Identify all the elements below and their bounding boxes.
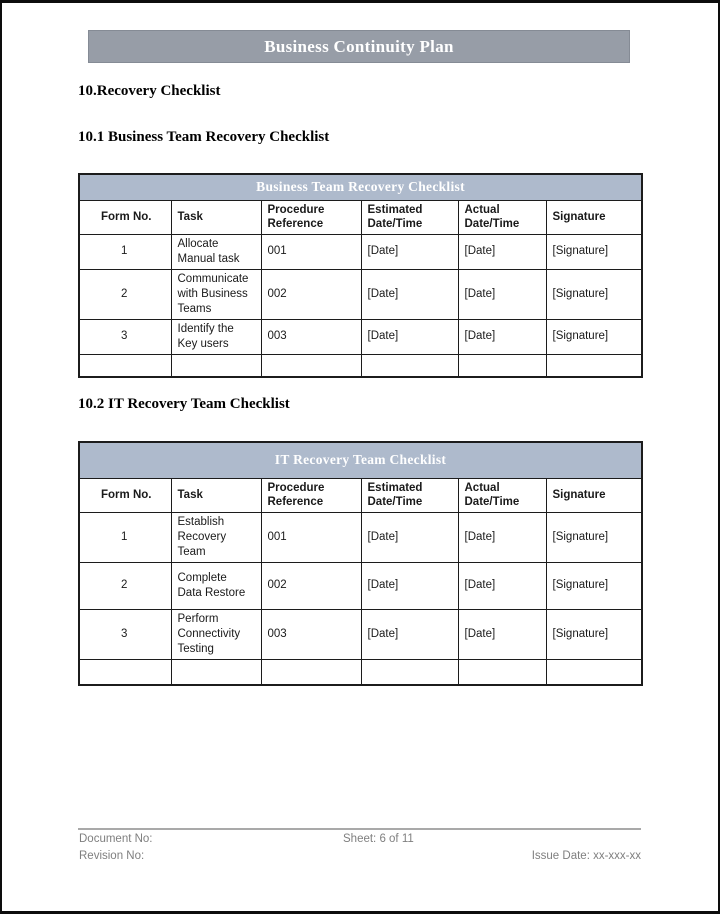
cell-task: Perform Connectivity Testing	[171, 609, 261, 659]
cell-actual-date: [Date]	[458, 512, 546, 562]
cell-signature: [Signature]	[546, 512, 642, 562]
cell-actual-date: [Date]	[458, 562, 546, 609]
column-header-form-no: Form No.	[79, 200, 171, 234]
cell-procedure-reference	[261, 659, 361, 685]
footer-sheet-number: Sheet: 6 of 11	[343, 833, 414, 845]
cell-form-no: 2	[79, 562, 171, 609]
section-heading-recovery-checklist: 10.Recovery Checklist	[78, 83, 221, 99]
cell-signature: [Signature]	[546, 234, 642, 269]
cell-signature	[546, 354, 642, 377]
cell-signature: [Signature]	[546, 562, 642, 609]
column-header-procedure-reference: Procedure Reference	[261, 200, 361, 234]
cell-task	[171, 354, 261, 377]
column-header-task: Task	[171, 200, 261, 234]
cell-procedure-reference: 001	[261, 234, 361, 269]
footer-revision-no: Revision No:	[79, 850, 145, 862]
cell-form-no	[79, 354, 171, 377]
subsection-heading-it-recovery: 10.2 IT Recovery Team Checklist	[78, 396, 290, 412]
cell-actual-date	[458, 659, 546, 685]
footer-document-no: Document No:	[79, 833, 153, 845]
cell-task: Communicate with Business Teams	[171, 269, 261, 319]
cell-actual-date: [Date]	[458, 319, 546, 354]
cell-procedure-reference	[261, 354, 361, 377]
column-header-task: Task	[171, 478, 261, 512]
cell-estimated-date: [Date]	[361, 609, 458, 659]
cell-estimated-date	[361, 354, 458, 377]
subsection-heading-business-team: 10.1 Business Team Recovery Checklist	[78, 129, 330, 145]
table-row	[79, 609, 642, 659]
table-row	[79, 512, 642, 562]
table-row	[79, 319, 642, 354]
cell-actual-date: [Date]	[458, 234, 546, 269]
cell-procedure-reference: 003	[261, 319, 361, 354]
footer-issue-date: Issue Date: xx-xxx-xx	[531, 850, 641, 862]
cell-estimated-date: [Date]	[361, 269, 458, 319]
table-row-empty	[79, 659, 642, 685]
cell-signature: [Signature]	[546, 609, 642, 659]
cell-estimated-date: [Date]	[361, 512, 458, 562]
column-header-actual-datetime: Actual Date/Time	[458, 200, 546, 234]
table-title: Business Team Recovery Checklist	[79, 174, 642, 200]
column-header-actual-datetime: Actual Date/Time	[458, 478, 546, 512]
cell-estimated-date: [Date]	[361, 234, 458, 269]
cell-signature: [Signature]	[546, 269, 642, 319]
cell-task: Identify the Key users	[171, 319, 261, 354]
cell-estimated-date: [Date]	[361, 319, 458, 354]
table-row	[79, 269, 642, 319]
cell-estimated-date: [Date]	[361, 562, 458, 609]
cell-procedure-reference: 001	[261, 512, 361, 562]
column-header-signature: Signature	[546, 200, 642, 234]
cell-task	[171, 659, 261, 685]
cell-actual-date: [Date]	[458, 269, 546, 319]
column-header-procedure-reference: Procedure Reference	[261, 478, 361, 512]
cell-task: Allocate Manual task	[171, 234, 261, 269]
table-row-empty	[79, 354, 642, 377]
table-row	[79, 234, 642, 269]
cell-estimated-date	[361, 659, 458, 685]
cell-signature: [Signature]	[546, 319, 642, 354]
cell-actual-date: [Date]	[458, 609, 546, 659]
cell-signature	[546, 659, 642, 685]
cell-task: Establish Recovery Team	[171, 512, 261, 562]
cell-actual-date	[458, 354, 546, 377]
column-header-form-no: Form No.	[79, 478, 171, 512]
cell-form-no: 1	[79, 234, 171, 269]
cell-task: Complete Data Restore	[171, 562, 261, 609]
it-recovery-team-checklist-table	[78, 441, 643, 686]
column-header-signature: Signature	[546, 478, 642, 512]
footer-divider-line	[78, 828, 641, 830]
cell-procedure-reference: 002	[261, 562, 361, 609]
cell-form-no	[79, 659, 171, 685]
cell-form-no: 2	[79, 269, 171, 319]
cell-form-no: 3	[79, 319, 171, 354]
cell-form-no: 3	[79, 609, 171, 659]
column-header-estimated-datetime: Estimated Date/Time	[361, 200, 458, 234]
business-team-recovery-checklist-table	[78, 173, 643, 378]
table-row	[79, 562, 642, 609]
cell-procedure-reference: 003	[261, 609, 361, 659]
cell-form-no: 1	[79, 512, 171, 562]
cell-procedure-reference: 002	[261, 269, 361, 319]
table-title: IT Recovery Team Checklist	[79, 442, 642, 478]
page-title-bar: Business Continuity Plan	[88, 30, 630, 63]
column-header-estimated-datetime: Estimated Date/Time	[361, 478, 458, 512]
